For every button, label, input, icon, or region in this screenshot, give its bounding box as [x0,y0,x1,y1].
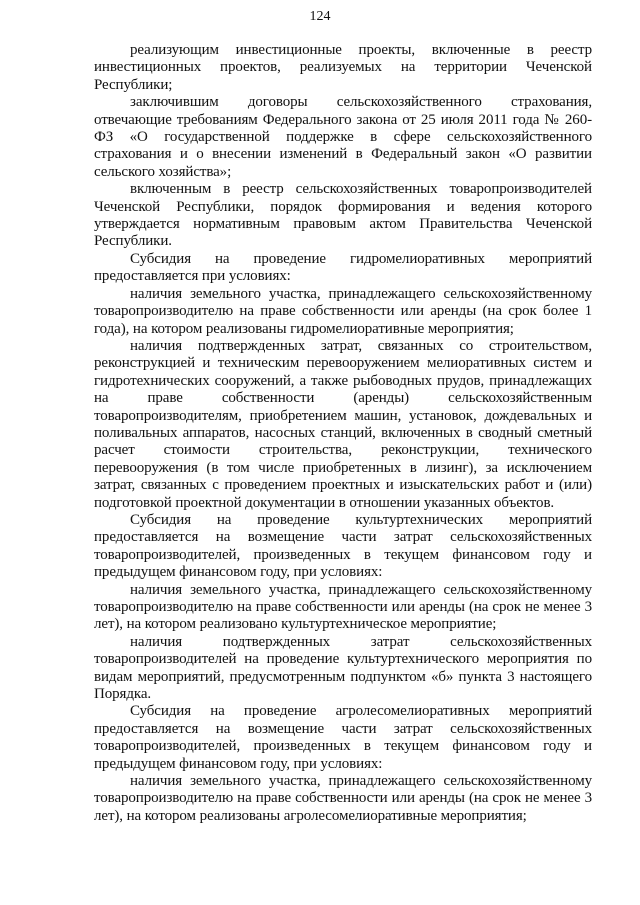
paragraph: заключившим договоры сельскохозяйственного страхования, отвечающие требованиям Федерального закона от 25 июля 2011 года № 260-ФЗ «О государственной поддержке в сфере сельскохозяйственного страхования и о внесении изменений в Федеральный закон «О развитии сельского хозяйства»; [94,94,592,180]
paragraph: включенным в реестр сельскохозяйственных товаропроизводителей Чеченской Республики, порядок формирования и ведения которого утверждается нормативным правовым актом Правительства Чеченской Республики. [94,181,592,250]
paragraph: наличия земельного участка, принадлежащего сельскохозяйственному товаропроизводителю на праве собственности или аренды (на срок более 1 года), на котором реализованы гидромелиоративные мероприятия; [94,285,592,337]
page-number: 124 [309,9,331,24]
paragraph: Субсидия на проведение гидромелиоративных мероприятий предоставляется при условиях: [94,250,592,285]
paragraph: наличия земельного участка, принадлежащего сельскохозяйственному товаропроизводителю на праве собственности или аренды (на срок не менее 3 лет), на котором реализовано культуртехническое мероприятие; [94,581,592,633]
paragraph: реализующим инвестиционные проекты, включенные в реестр инвестиционных проектов, реализуемых на территории Чеченской Республики; [94,42,592,93]
paragraph: наличия земельного участка, принадлежащего сельскохозяйственному товаропроизводителю на праве собственности или аренды (на срок не менее 3 лет), на котором реализованы агролесомелиоративные мероприятия; [94,773,592,824]
paragraph: наличия подтвержденных затрат, связанных со строительством, реконструкцией и техническим перевооружением мелиоративных систем и гидротехнических сооружений, а также рыбоводных прудов, принадлежащих на праве собственности (аренды) сельскохозяйственным товаропроизводителям, приобретением машин, установок, дождевальных и поливальных аппаратов, насосных станций, включенных в сводный сметный расчет стоимости строительства, реконструкции, технического перевооружения (в том числе приобретенных в лизинг), за исключением затрат, связанных с проведением проектных и изыскательских работ и (или) подготовкой проектной документации в отношении указанных объектов. [94,337,592,511]
document-body [94,42,592,825]
paragraph: наличия подтвержденных затрат сельскохозяйственных товаропроизводителей на проведение культуртехнического мероприятия по видам мероприятий, предусмотренным подпунктом «б» пункта 3 настоящего Порядка. [94,633,592,703]
paragraph: Субсидия на проведение культуртехнических мероприятий предоставляется на возмещение части затрат сельскохозяйственных товаропроизводителей, произведенных в текущем финансовом году и предыдущем финансовом году, при условиях: [94,511,592,581]
paragraph: Субсидия на проведение агролесомелиоративных мероприятий предоставляется на возмещение части затрат сельскохозяйственных товаропроизводителей, произведенных в текущем финансовом году и предыдущем финансовом году, при условиях: [94,703,592,772]
